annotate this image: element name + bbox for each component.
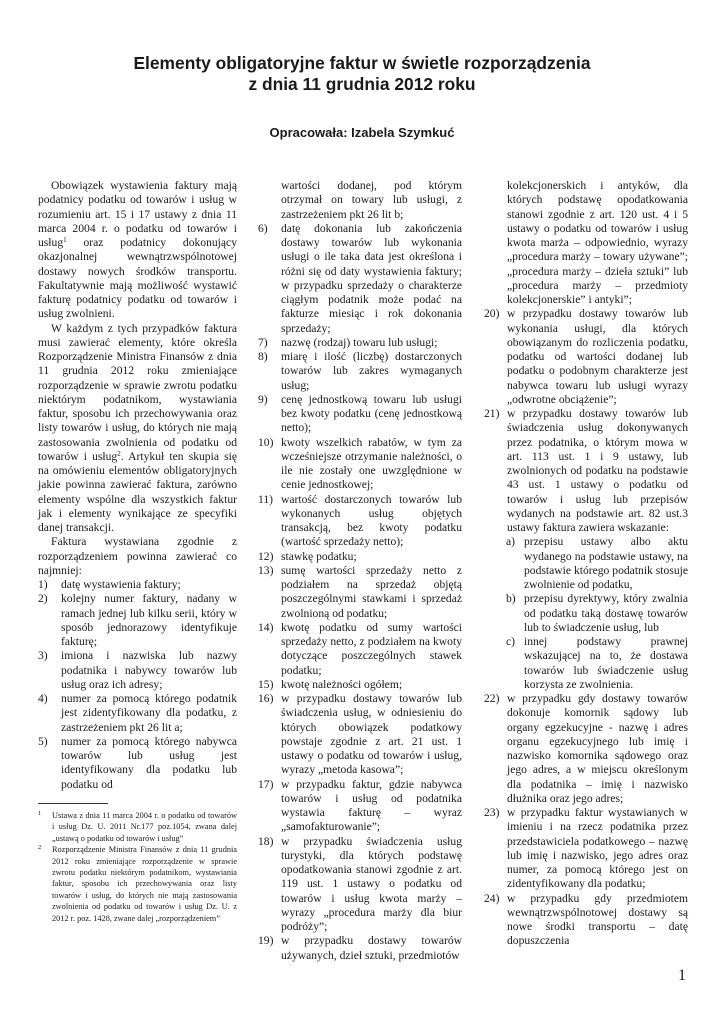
text-column-2 xyxy=(258,179,462,963)
element-list xyxy=(258,179,462,963)
element-list xyxy=(38,578,237,792)
list-item: 3) imiona i nazwiska lub nazwy podatnika i nabywcy towarów lub usług oraz ich adresy; xyxy=(38,649,237,691)
list-item: 5) numer za pomocą którego nabywca towarów lub usług jest identyfikowany dla podatku lub podatku od xyxy=(38,734,237,791)
element-list xyxy=(484,179,688,949)
footnotes xyxy=(38,803,237,924)
list-item: 14) kwotę podatku od sumy wartości sprzedaży netto, z podziałem na kwoty dotyczące poszczególnych stawek podatku; xyxy=(258,620,462,677)
author-line: Opracowała: Izabela Szymkuć xyxy=(269,125,455,140)
list-item: 19) w przypadku dostawy towarów używanych, dzieł sztuki, przedmiotów xyxy=(258,934,462,962)
list-item: 16) w przypadku dostawy towarów lub świadczenia usług, w odniesieniu do których obowiązek podatkowy powstaje zgodnie z art. 21 ust. 1 ustawy o podatku od towarów i usług, wyrazy „metoda kasowa”; xyxy=(258,692,462,777)
list-item: 12) stawkę podatku; xyxy=(258,549,357,563)
list-item: 20) w przypadku dostawy towarów lub wykonania usługi, dla których obowiązanym do rozliczenia podatku, podatku od wartości dodanej lub podatku o podobnym charakterze jest nabywca towaru lub usługi wyrazy „odwrotne obciążenie”; xyxy=(484,307,688,406)
text-column-1 xyxy=(38,179,237,792)
title-line-2: z dnia 11 grudnia 2012 roku xyxy=(248,74,476,94)
footnote-1: 1 Ustawa z dnia 11 marca 2004 r. o podatku od towarów i usług Dz. U. 2011 Nr.177 poz.1054, zwana dalej „ustawą o podatku od towarów i usług” xyxy=(38,810,237,843)
list-item: 4) numer za pomocą którego podatnik jest zidentyfikowany dla podatku, z zastrzeżeniem pkt 26 lit a; xyxy=(38,692,237,734)
list-item: 1) datę wystawienia faktury; xyxy=(38,578,181,591)
list-item: 6) datę dokonania lub zakończenia dostawy towarów lub wykonania usługi o ile taka data jest określona i różni się od daty wystawienia faktury; w przypadku sprzedaży o charakterze ciągłym podatnik może podać na fakturze miesiąc i rok dokonania sprzedaży; xyxy=(258,221,462,335)
sub-list-item: c) innej podstawy prawnej wskazującej na to, że dostawa towarów lub świadczenie usług korzysta ze zwolnienia. xyxy=(506,635,688,691)
sub-list-item: a) przepisu ustawy albo aktu wydanego na podstawie ustawy, na podstawie którego podatnik stosuje zwolnienie od podatku, xyxy=(506,535,688,591)
list-item: 11) wartość dostarczonych towarów lub wykonanych usług objętych transakcją, bez kwoty podatku (wartość sprzedaży netto); xyxy=(258,492,462,549)
list-item: 9) cenę jednostkową towaru lub usługi bez kwoty podatku (cenę jednostkową netto); xyxy=(258,392,462,435)
title-line-1: Elementy obligatoryjne faktur w świetle rozporządzenia xyxy=(133,53,591,73)
list-item: 15) kwotę należności ogółem; xyxy=(258,677,403,691)
footnote-2: 2 Rozporządzenie Ministra Finansów z dnia 11 grudnia 2012 roku zmieniające rozporządzenie w sprawie zwrotu podatku niektórym podatnikom, wystawiania faktur, sposobu ich przechowywania oraz listy towarów i usług, do których nie mają zastosowania zwolnienia od podatku od towarów i usług Dz. U. z 2012 r. poz. 1428, zwane dalej „rozporządzeniem” xyxy=(38,844,237,923)
footnote-divider xyxy=(38,803,108,804)
sub-list-item: b) przepisu dyrektywy, który zwalnia od podatku taką dostawę towarów lub to świadczenie usług, lub xyxy=(506,592,688,634)
list-item-continued: kolekcjonerskich i antyków, dla których podstawę opodatkowania stanowi zgodnie z art. 120 ust. 4 i 5 ustawy o podatku od towarów i usług kwota marża – odpowiednio, wyrazy „procedura marży – towary używane”; „procedura marży – dzieła sztuki” lub „procedura marży – przedmioty kolekcjonerskie” i antyki”; xyxy=(507,179,688,306)
footnote-ref-2[interactable]: 2 xyxy=(117,449,121,458)
paragraph-1: Obowiązek wystawienia faktury mają podatnicy podatku od towarów i usług w rozumieniu art. 15 i 17 ustawy z dnia 11 marca 2004 r. o podatku od towarów i usług$^1$ oraz podatnicy dokonujący okazjonalnej wewnątrzwspólnotowej dostawy nowych środków transportu. Fakultatywnie mają możliwość wystawić fakturę podatnicy podatku od towarów i usług zwolnieni. xyxy=(38,179,237,321)
list-item: 24) w przypadku gdy przedmiotem wewnątrzwspólnotowej dostawy są nowe środki transportu – datę dopuszczenia xyxy=(484,891,688,948)
page-number: 1 xyxy=(678,967,686,984)
list-item-continued: wartości dodanej, pod którym otrzymał on towary lub usługi, z zastrzeżeniem pkt 26 lit b; xyxy=(281,179,462,221)
list-item: 17) w przypadku faktur, gdzie nabywca towarów i usług od podatnika wystawia fakturę – wyraz „samofakturowanie”; xyxy=(258,777,462,834)
article-title xyxy=(0,0,724,95)
list-item: 23) w przypadku faktur wystawianych w imieniu i na rzecz podatnika przez przedstawiciela podatkowego – nazwę lub imię i nazwisko, jego adres oraz numer, za pomocą którego jest on zidentyfikowany dla podatku; xyxy=(484,806,688,891)
list-item: 13) sumę wartości sprzedaży netto z podziałem na sprzedaż objętą poszczególnymi stawkami i sprzedaż zwolnioną od podatku; xyxy=(258,563,462,620)
list-item: 22) w przypadku gdy dostawy towarów dokonuje komornik sądowy lub organy egzekucyjne - nazwę i adres organu egzekucyjnego lub imię i nazwisko komornika sądowego oraz jego adres, a w miejscu określonym dla podatnika – imię i nazwisko dłużnika oraz jego adres; xyxy=(484,692,688,805)
list-item: 8) miarę i ilość (liczbę) dostarczonych towarów lub zakres wymaganych usług; xyxy=(258,350,462,392)
list-item: 2) kolejny numer faktury, nadany w ramach jednej lub kilku serii, który w sposób jednorazowy identyfikuje fakturę; xyxy=(38,592,237,648)
list-item: 7) nazwę (rodzaj) towaru lub usługi; xyxy=(258,335,438,349)
list-item: 18) w przypadku świadczenia usług turystyki, dla których podstawę opodatkowania stanowi zgodnie z art. 119 ust. 1 ustawy o podatku od towarów i usług kwota marży – wyrazy „procedura marży dla biur podróży”; xyxy=(258,834,462,933)
list-item: 10) kwoty wszelkich rabatów, w tym za wcześniejsze otrzymanie należności, o ile nie zostały one uwzględnione w cenie jednostkowej; xyxy=(258,435,462,492)
article-header xyxy=(0,0,724,141)
text-column-3 xyxy=(484,179,688,949)
paragraph-2: W każdym z tych przypadków faktura musi zawierać elementy, które określa Rozporządzenie Ministra Finansów z dnia 11 grudnia 2012 roku zmieniające rozporządzenie w sprawie zwrotu podatku niektórym podatnikom, wystawiania faktur, sposobu ich przechowywania oraz listy towarów i usług, do których nie mają zastosowania zwolnienia od podatku od towarów i usług$^2$. Artykuł ten skupia się na omówieniu elementów obligatoryjnych jakie powinna zawierać faktura, zarówno elementy wspólne dla wszystkich faktur jak i elementy wynikające ze specyfiki danej transakcji. xyxy=(38,321,237,534)
footnote-ref-1[interactable]: 1 xyxy=(63,236,67,244)
paragraph-3: Faktura wystawiana zgodnie z rozporządzeniem powinna zawierać co najmniej: xyxy=(38,535,237,577)
list-item: 21) w przypadku dostawy towarów lub świadczenia usług dokonywanych przez podatnika, o którym mowa w art. 113 ust. 1 i 9 ustawy, lub zwolnionych od podatku na podstawie 43 ust. 1 ustawy o podatku od towarów i usług lub przepisów wydanych na podstawie art. 82 ust.3 ustawy faktura zawiera wskazanie: xyxy=(484,407,688,534)
